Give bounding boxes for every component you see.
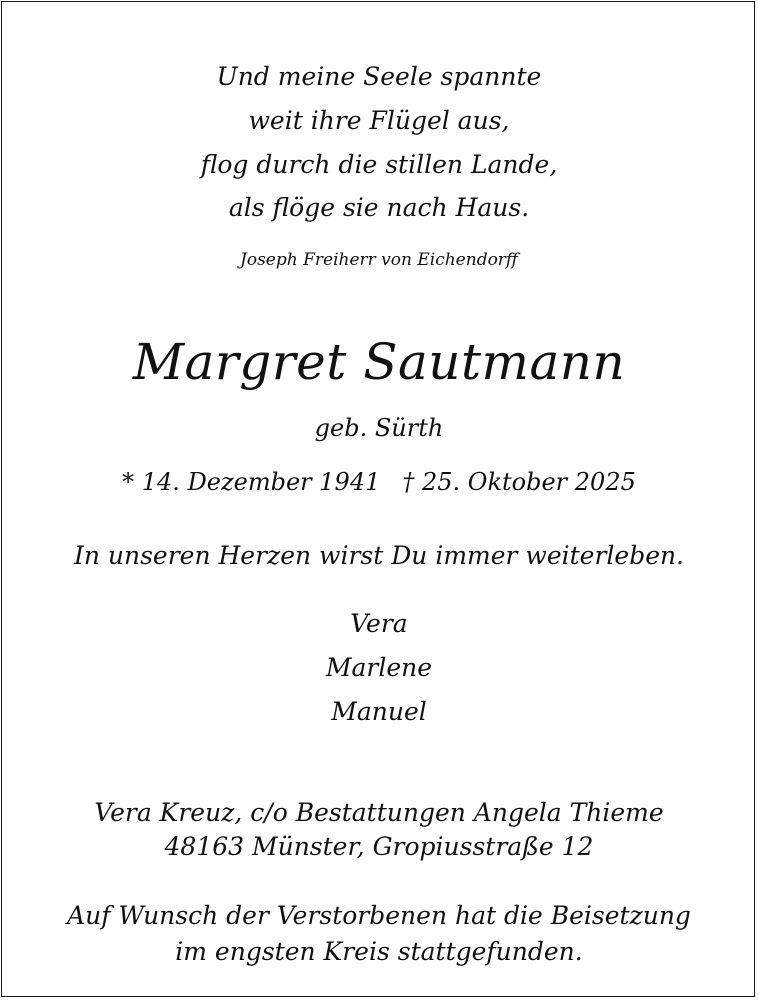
poem-line: Und meine Seele spannte bbox=[216, 62, 542, 91]
memorial-motto: In unseren Herzen wirst Du immer weiterleben. bbox=[73, 541, 685, 570]
poem-author: Joseph Freiherr von Eichendorff bbox=[240, 250, 518, 270]
note-line: Auf Wunsch der Verstorbenen hat die Beisetzung bbox=[67, 901, 691, 930]
note-line: im engsten Kreis stattgefunden. bbox=[175, 937, 583, 966]
death-date: † 25. Oktober 2025 bbox=[402, 468, 636, 496]
mourner-name: Marlene bbox=[325, 653, 433, 682]
poem-line: weit ihre Flügel aus, bbox=[248, 106, 510, 135]
address-line: Vera Kreuz, c/o Bestattungen Angela Thieme bbox=[94, 798, 664, 827]
address-line: 48163 Münster, Gropiusstraße 12 bbox=[164, 832, 594, 861]
poem-line: flog durch die stillen Lande, bbox=[200, 150, 558, 179]
deceased-name: Margret Sautmann bbox=[132, 333, 626, 391]
life-dates bbox=[0, 468, 758, 496]
mourner-name: Vera bbox=[350, 609, 408, 638]
birth-name: geb. Sürth bbox=[314, 414, 444, 442]
mourner-name: Manuel bbox=[331, 697, 427, 726]
birth-date: * 14. Dezember 1941 bbox=[122, 468, 381, 496]
poem-line: als flöge sie nach Haus. bbox=[228, 193, 530, 222]
